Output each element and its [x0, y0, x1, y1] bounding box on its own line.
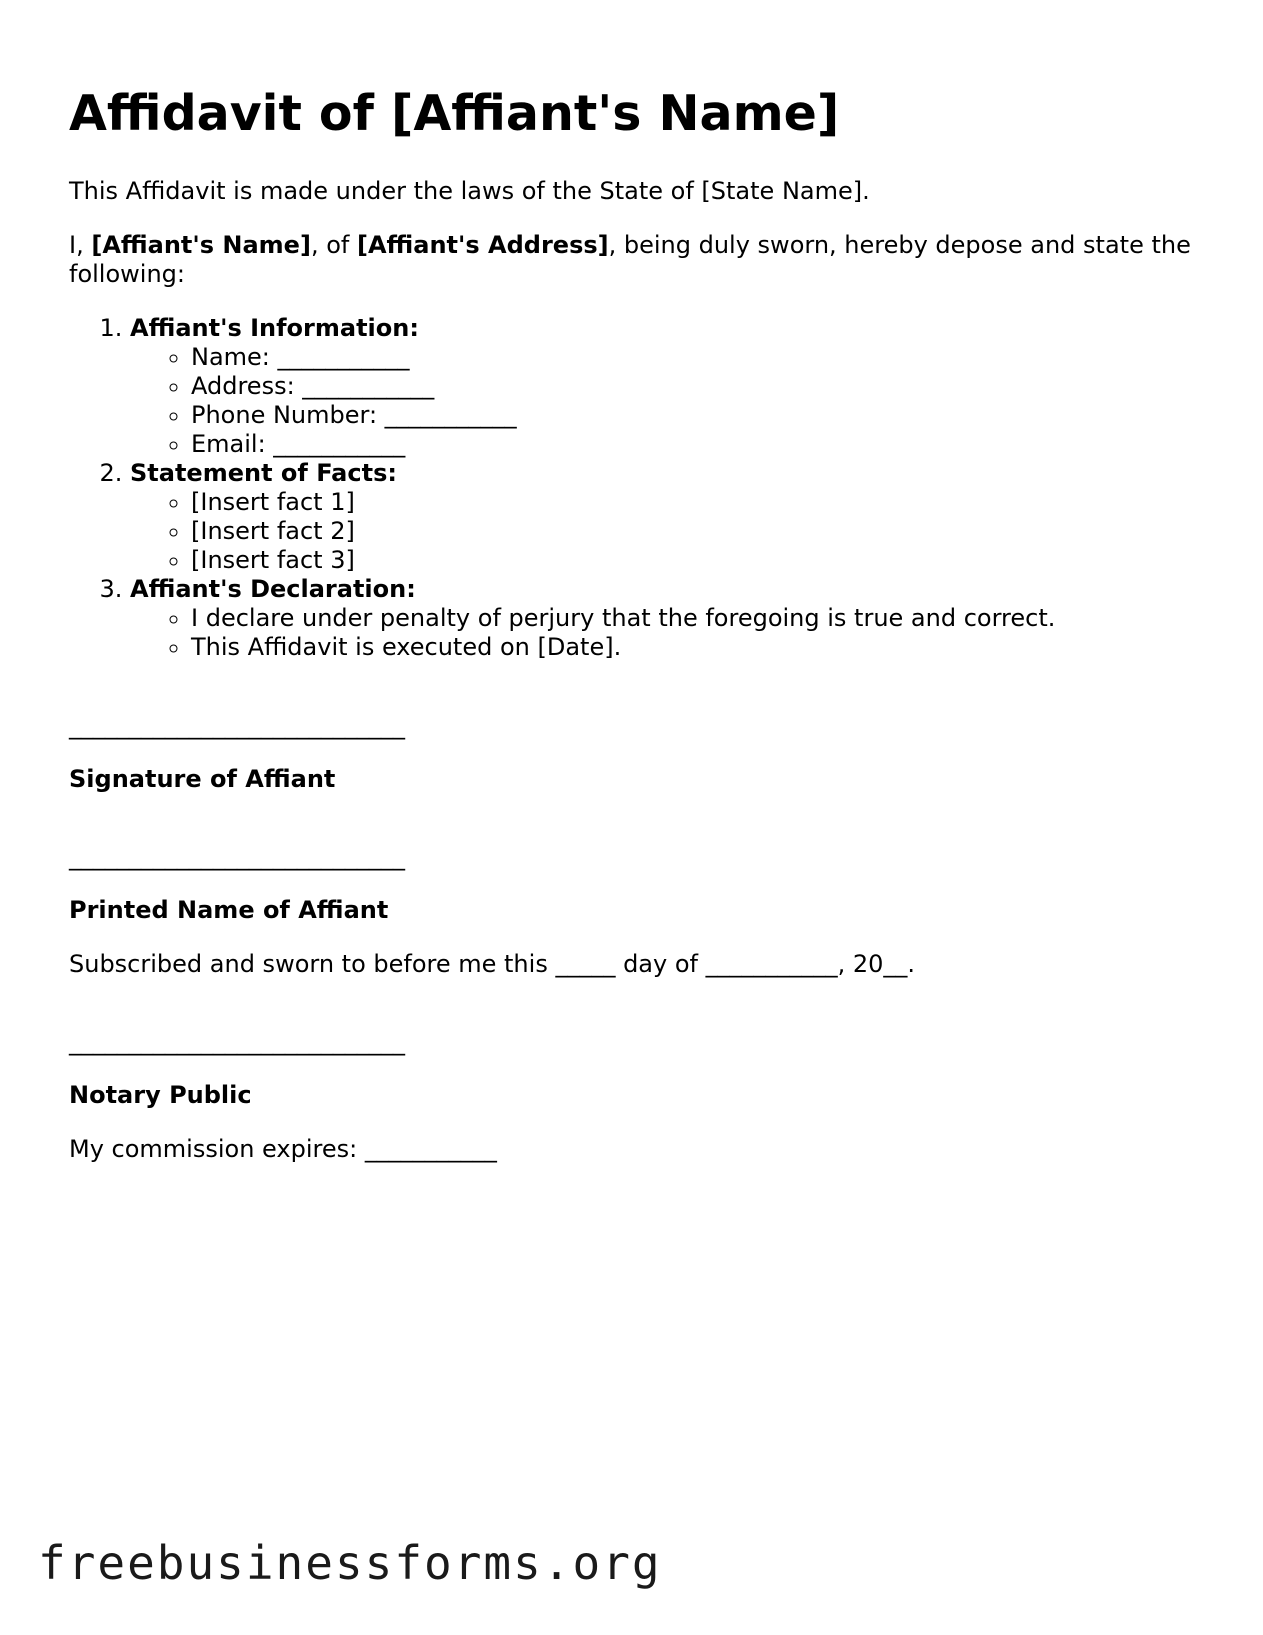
subscribed-sworn-text: Subscribed and sworn to before me this _____ day of ___________, 20__.	[69, 950, 916, 978]
list-item: ◦ [Insert fact 2]	[191, 517, 1199, 546]
oath-affiant-address: [Affiant's Address]	[356, 231, 609, 259]
sections-list	[69, 314, 1199, 662]
printed-name-line: ____________________________	[69, 843, 405, 871]
intro-paragraph: This Affidavit is made under the laws of the State of [State Name].	[69, 177, 870, 205]
oath-affiant-name: [Affiant's Name]	[91, 231, 311, 259]
oath-suffix: , being duly sworn, hereby depose and state the following:	[69, 231, 1191, 288]
list-item: ◦ [Insert fact 3]	[191, 546, 1199, 575]
footer-brand: freebusinessforms.org	[38, 1536, 662, 1590]
spacer	[69, 819, 1199, 843]
oath-paragraph	[69, 231, 1199, 289]
commission-expires-text: My commission expires: ___________	[69, 1135, 497, 1163]
notary-line: ____________________________	[69, 1028, 405, 1056]
section-statement-of-facts	[130, 459, 1199, 575]
section-items	[130, 343, 1199, 459]
spacer	[69, 688, 1199, 712]
oath-prefix: I,	[69, 231, 92, 259]
list-item: ◦ Address: ___________	[191, 372, 1199, 401]
list-item: ◦ I declare under penalty of perjury that the foregoing is true and correct.	[191, 604, 1199, 633]
document-title: Affidavit of [Affiant's Name]	[69, 85, 840, 142]
section-items	[130, 604, 1199, 662]
signature-label: Signature of Affiant	[69, 765, 336, 793]
list-item: ◦ This Affidavit is executed on [Date].	[191, 633, 1199, 662]
section-heading: Affiant's Information:	[130, 314, 419, 342]
list-item: ◦ [Insert fact 1]	[191, 488, 1199, 517]
printed-name-label: Printed Name of Affiant	[69, 896, 389, 924]
affidavit-document	[69, 84, 1199, 1189]
list-item: ◦ Name: ___________	[191, 343, 1199, 372]
section-heading: Statement of Facts:	[130, 459, 397, 487]
section-affiant-information	[130, 314, 1199, 459]
section-heading: Affiant's Declaration:	[130, 575, 416, 603]
section-items	[130, 488, 1199, 575]
notary-label: Notary Public	[69, 1081, 252, 1109]
oath-mid: , of	[310, 231, 357, 259]
signature-line: ____________________________	[69, 712, 405, 740]
list-item: ◦ Phone Number: ___________	[191, 401, 1199, 430]
list-item: ◦ Email: ___________	[191, 430, 1199, 459]
section-affiant-declaration	[130, 575, 1199, 662]
spacer	[69, 1004, 1199, 1028]
